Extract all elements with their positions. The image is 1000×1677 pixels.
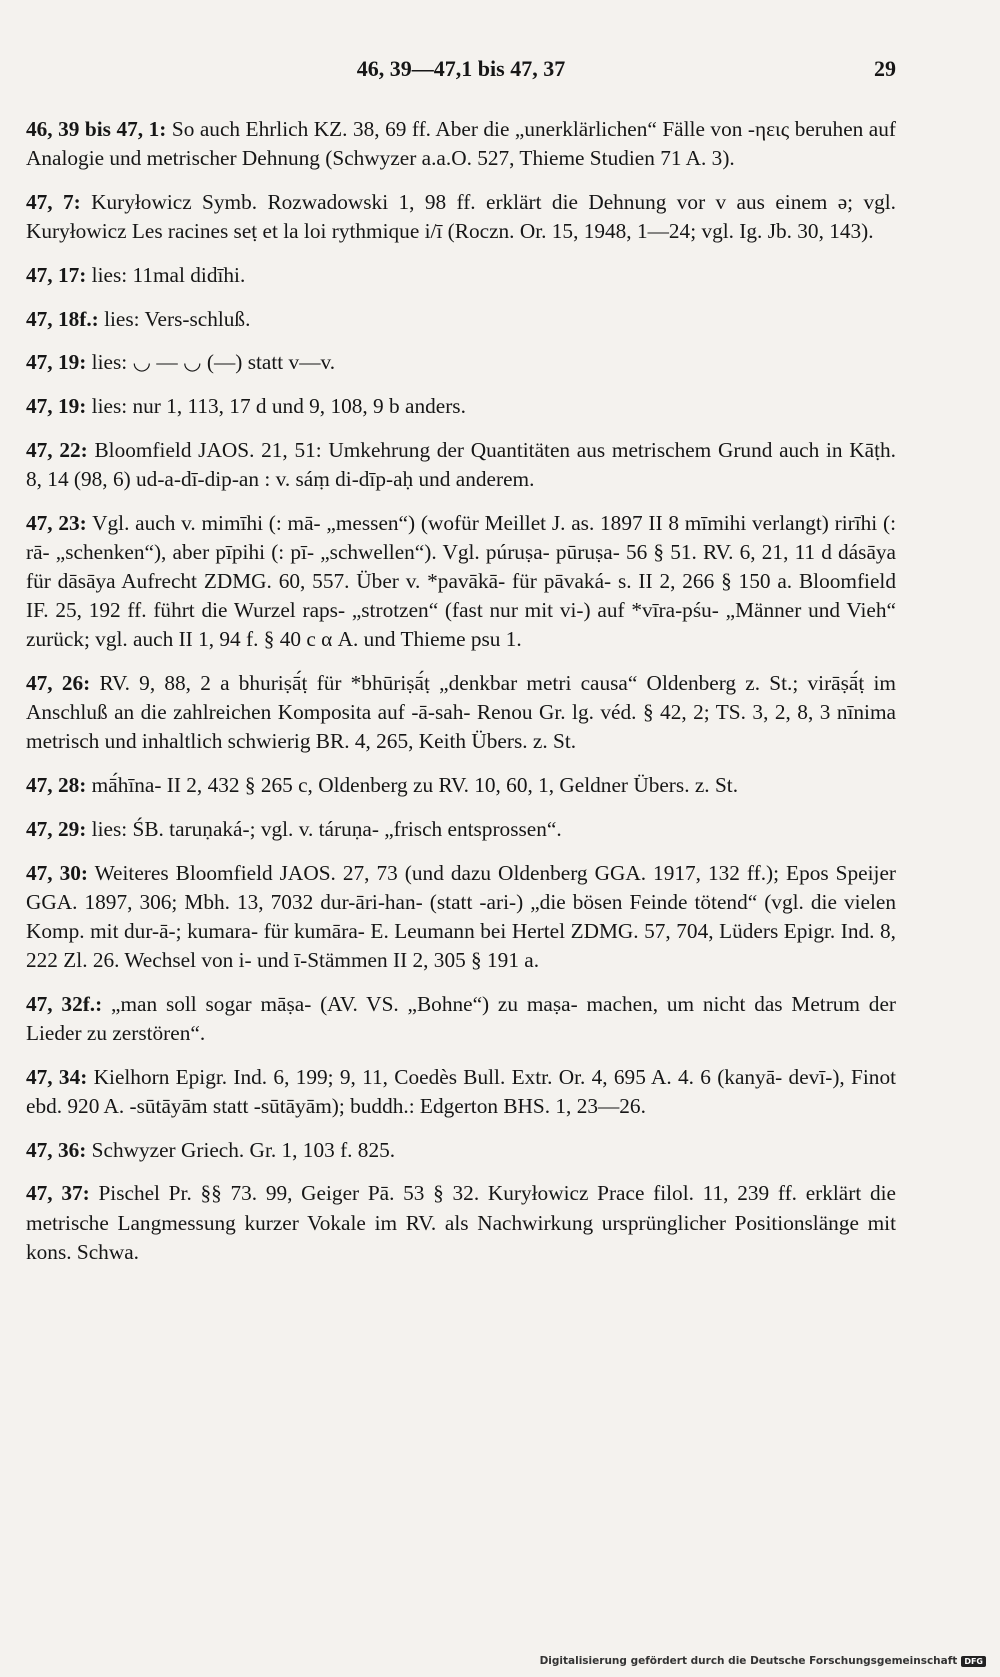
note-reference: 47, 19: xyxy=(26,350,87,375)
note-text: Pischel Pr. §§ 73. 99, Geiger Pā. 53 § 32. Kuryłowicz Prace filol. 11, 239 ff. erklärt die metrische Langmessung kurzer Vokale im RV. als Nachwirkung ursprünglicher Positionslänge mit kons. Schwa. xyxy=(26,1181,897,1264)
note-reference: 46, 39 bis 47, 1: xyxy=(26,117,167,141)
note-entry xyxy=(26,348,896,377)
note-entry xyxy=(26,1136,896,1165)
page-number: 29 xyxy=(874,56,896,81)
note-text: Bloomfield JAOS. 21, 51: Umkehrung der Quantitäten aus metrischem Grund auch in Kāṭh. 8, 14 (98, 6) ud-a-dī-dip-an : v. sáṃ di-dīp-aḥ und anderem. xyxy=(26,437,896,491)
note-reference: 47, 19: xyxy=(26,393,87,418)
note-entry xyxy=(26,1063,896,1121)
note-text: lies: Vers-schluß. xyxy=(104,306,251,331)
note-text: mā́hīna- II 2, 432 § 265 c, Oldenberg zu RV. 10, 60, 1, Geldner Übers. z. St. xyxy=(91,773,739,798)
note-text: Schwyzer Griech. Gr. 1, 103 f. 825. xyxy=(91,1137,396,1162)
note-text: Vgl. auch v. mimīhi (: mā- „messen“) (wofür Meillet J. as. 1897 II 8 mīmihi verlangt) rirīhi (: rā- „schenken“), aber pīpihi (: pī- „schwellen“). Vgl. púruṣa- pūruṣa- 56 § 51. RV. 6, 21, 11 d dásāya für dāsāya Aufrecht ZDMG. 60, 557. Über v. *pavākā- für pāvaká- s. II 2, 266 § 150 a. Bloomfield IF. 25, 192 ff. führt die Wurzel raps- „strotzen“ (fast nur mit vi-) auf *vīra-pśu- „Männer und Vieh“ zurück; vgl. auch II 1, 94 f. § 40 c α A. und Thieme psu 1. xyxy=(26,510,896,652)
note-reference: 47, 28: xyxy=(26,773,87,798)
note-entry xyxy=(26,1179,896,1267)
note-entry xyxy=(26,859,896,976)
note-text: lies: ŚB. taruṇaká-; vgl. v. táruṇa- „frisch entsprossen“. xyxy=(91,816,562,841)
note-entry xyxy=(26,261,896,290)
note-text: lies: nur 1, 113, 17 d und 9, 108, 9 b anders. xyxy=(91,393,466,418)
note-entry xyxy=(26,771,896,800)
notes-body xyxy=(26,115,896,1282)
note-reference: 47, 34: xyxy=(26,1064,88,1089)
note-text: Kuryłowicz Symb. Rozwadowski 1, 98 ff. erklärt die Dehnung vor v aus einem ə; vgl. Kuryłowicz Les racines seṭ et la loi rythmique i/ī (Roczn. Or. 15, 1948, 1—24; vgl. Ig. Jb. 30, 143). xyxy=(26,189,897,244)
note-entry xyxy=(26,188,896,246)
note-text: Weiteres Bloomfield JAOS. 27, 73 (und dazu Oldenberg GGA. 1917, 132 ff.); Epos Speijer GGA. 1897, 306; Mbh. 13, 7032 dur-āri-han- (statt -ari-) „die bösen Feinde tötend“ (vgl. die vielen Komp. mit dur-ā-; kumara- für kumāra- E. Leumann bei Hertel ZDMG. 57, 704, Lüders Epigr. Ind. 8, 222 Zl. 26. Wechsel von i- und ī-Stämmen II 2, 305 § 191 a. xyxy=(26,860,896,973)
note-text: So auch Ehrlich KZ. 38, 69 ff. Aber die „unerklärlichen“ Fälle von -ηεις beruhen auf Analogie und metrischer Dehnung (Schwyzer a.a.O. 527, Thieme Studien 71 A. 3). xyxy=(26,117,896,171)
note-reference: 47, 37: xyxy=(26,1181,90,1206)
note-entry xyxy=(26,669,896,757)
note-entry xyxy=(26,815,896,844)
page-header xyxy=(26,56,896,88)
note-reference: 47, 30: xyxy=(26,860,89,885)
note-entry xyxy=(26,436,896,494)
note-reference: 47, 26: xyxy=(26,671,91,696)
note-reference: 47, 32f.: xyxy=(26,991,103,1016)
note-text: „man soll sogar māṣa- (AV. VS. „Bohne“) zu maṣa- machen, um nicht das Metrum der Lieder zu zerstören“. xyxy=(26,991,896,1046)
note-text: lies: 11mal didīhi. xyxy=(91,262,246,287)
note-entry xyxy=(26,392,896,421)
note-entry xyxy=(26,509,896,655)
note-entry xyxy=(26,115,896,173)
note-reference: 47, 7: xyxy=(26,189,81,214)
dfg-logo: DFG xyxy=(961,1656,986,1667)
note-text: RV. 9, 88, 2 a bhuriṣā́ṭ für *bhūriṣā́ṭ „denkbar metri causa“ Oldenberg z. St.; virāṣā́ṭ im Anschluß an die zahlreichen Komposita auf -ā-sah- Renou Gr. lg. véd. § 42, 2; TS. 3, 2, 8, 3 nīnima metrisch und inhaltlich schwierig BR. 4, 265, Keith Übers. z. St. xyxy=(26,671,896,754)
note-reference: 47, 23: xyxy=(26,510,87,535)
credit-text: Digitalisierung gefördert durch die Deutsche Forschungsgemeinschaft xyxy=(539,1655,958,1667)
note-reference: 47, 22: xyxy=(26,437,88,462)
note-reference: 47, 29: xyxy=(26,816,87,841)
note-reference: 47, 18f.: xyxy=(26,306,99,331)
digitization-credit xyxy=(540,1655,986,1667)
note-text: Kielhorn Epigr. Ind. 6, 199; 9, 11, Coedès Bull. Extr. Or. 4, 695 A. 4. 6 (kanyā- devī-), Finot ebd. 920 A. -sūtāyām statt -sūtāyām); buddh.: Edgerton BHS. 1, 23—26. xyxy=(26,1064,897,1118)
note-reference: 47, 17: xyxy=(26,262,87,287)
note-reference: 47, 36: xyxy=(26,1137,87,1162)
note-entry xyxy=(26,305,896,334)
note-text: lies: ◡ — ◡ (—) statt v—v. xyxy=(91,350,336,375)
note-entry xyxy=(26,990,896,1048)
running-title: 46, 39—47,1 bis 47, 37 xyxy=(356,56,566,81)
